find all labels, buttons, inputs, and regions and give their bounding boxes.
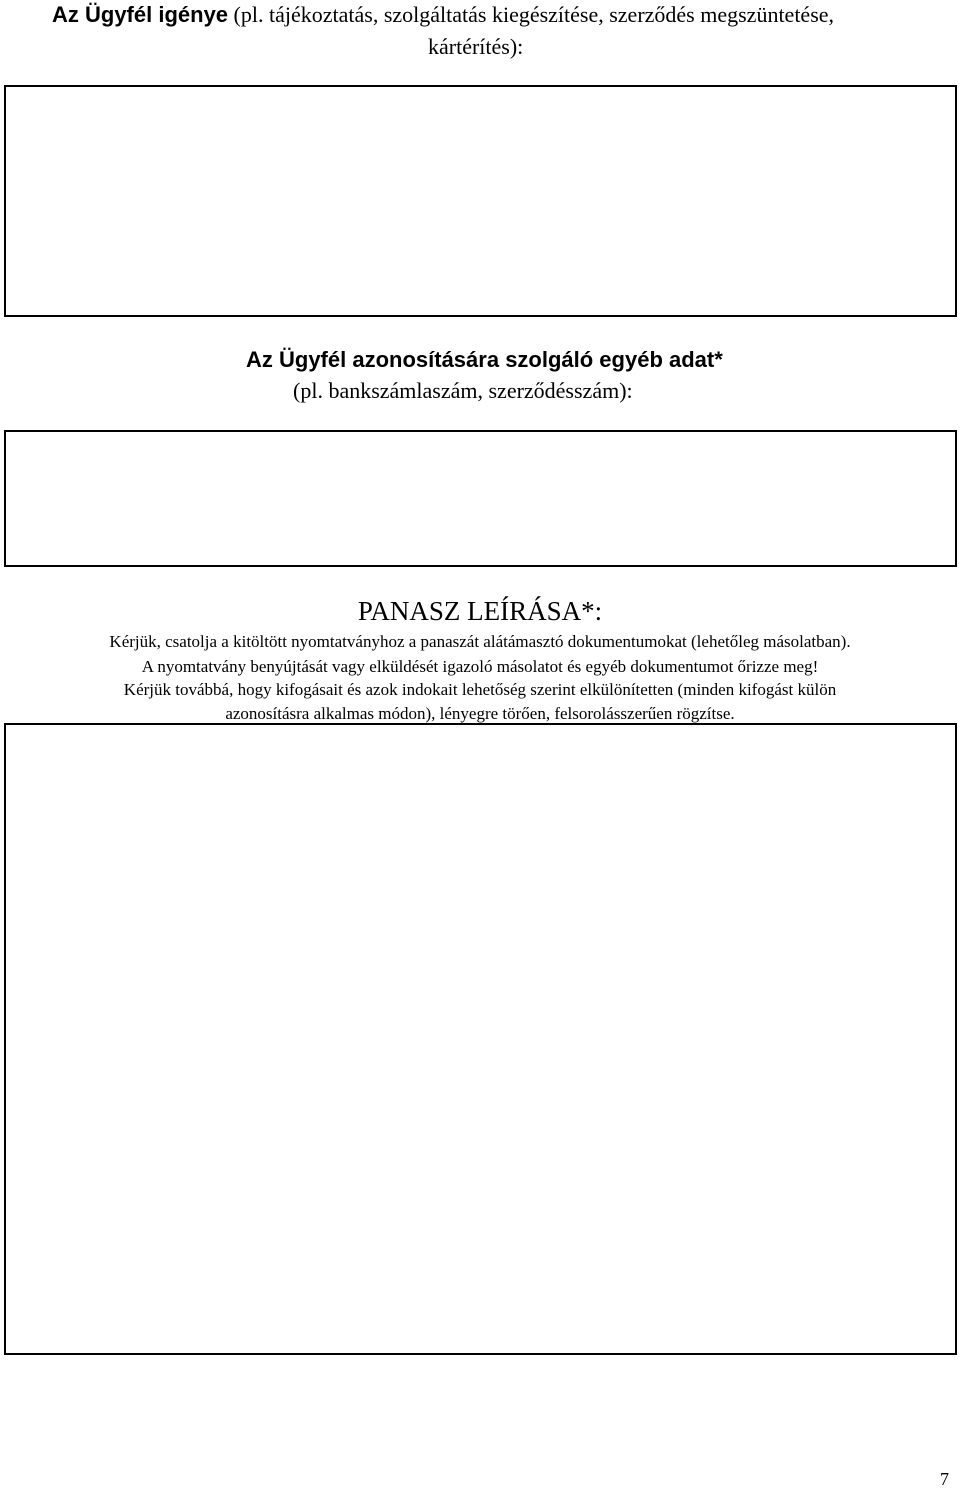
- complaint-instruction-line-1: Kérjük, csatolja a kitöltött nyomtatványhoz a panaszát alátámasztó dokumentumokat (lehetőleg másolatban).: [109, 632, 851, 651]
- complaint-heading: PANASZ LEÍRÁSA*:: [357, 596, 603, 626]
- complaint-instruction-line-3: Kérjük továbbá, hogy kifogásait és azok indokait lehetőség szerint elkülönítetten (minden kifogást külön: [123, 680, 837, 699]
- page-number: 7: [940, 1469, 949, 1489]
- identification-subtitle: (pl. bankszámlaszám, szerződésszám):: [293, 378, 633, 403]
- client-request-title-rest: (pl. tájékoztatás, szolgáltatás kiegészítése, szerződés megszüntetése,: [228, 2, 835, 27]
- identification-title: Az Ügyfél azonosítására szolgáló egyéb adat*: [246, 347, 723, 372]
- client-request-title-line2: kártérítés):: [428, 34, 524, 59]
- complaint-instruction-line-2: A nyomtatvány benyújtását vagy elküldését igazoló másolatot és egyéb dokumentumot őrizze meg!: [141, 657, 819, 676]
- complaint-instruction-line-4: azonosításra alkalmas módon), lényegre törően, felsorolásszerűen rögzítse.: [225, 704, 735, 723]
- client-request-title-bold: Az Ügyfél igénye: [52, 2, 229, 27]
- complaint-description-field[interactable]: [4, 723, 957, 1355]
- client-request-title: [52, 2, 834, 28]
- client-request-field[interactable]: [4, 85, 957, 317]
- identification-field[interactable]: [4, 430, 957, 567]
